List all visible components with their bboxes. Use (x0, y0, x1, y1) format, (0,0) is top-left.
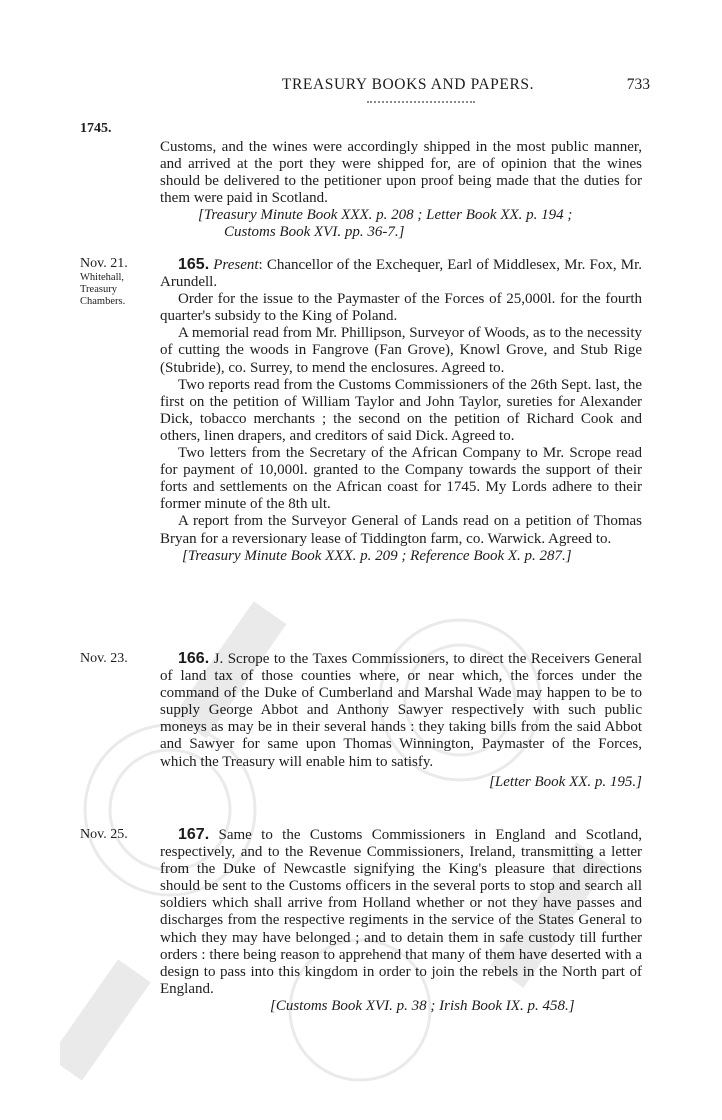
entry-167-date: Nov. 25. (80, 827, 128, 842)
entry-167-text-para (160, 826, 642, 998)
entry-165-para-1: Order for the issue to the Paymaster of the Forces of 25,000l. for the fourth quarter's subsidy to the King of Poland. (160, 291, 642, 325)
year-label: 1745. (80, 121, 112, 136)
entry-165-para-2: A memorial read from Mr. Phillipson, Surveyor of Woods, as to the necessity of cutting the woods in Fangrove (Fan Grove), Knowl Grove, and Stub Rige (Stubride), co. Surrey, to mend the enclosures. Agreed to. (160, 325, 642, 376)
entry-165 (160, 256, 642, 565)
entry-165-para-4: Two letters from the Secretary of the African Company to Mr. Scrope read for payment of 10,000l. granted to the Company towards the support of their forts and settlements on the African coast for 1745. My Lords adhere to their former minute of the 8th ult. (160, 445, 642, 513)
entry-167-number: 167. (178, 826, 210, 843)
entry-165-present (160, 256, 642, 291)
entry-165-date-block (80, 256, 150, 308)
entry-167-reference: [Customs Book XVI. p. 38 ; Irish Book IX. p. 458.] (270, 997, 575, 1014)
entry-167-text: Same to the Customs Commissioners in England and Scotland, respectively, and to the Revenue Commissioners, Ireland, transmitting a letter from the Duke of Newcastle signifying the King's pleasure that directions should be sent to the Customs officers in the several ports to stop and search all soldiers which shall arrive from Holland whether or not they have passes and discharges from the respective regiments in the service of the States General to which they may have belonged ; and to detain them in safe custody till further orders : there being reason to apprehend that many of them have deserted with a design to pass into this kingdom in order to join the rebels in the North part of England. (160, 827, 643, 997)
continuation-block (160, 139, 642, 242)
entry-166-reference: [Letter Book XX. p. 195.] (489, 773, 642, 790)
entry-165-para-5: A report from the Surveyor General of Lands read on a petition of Thomas Bryan for a reversionary lease of Tiddington farm, co. Warwick. Agreed to. (160, 513, 642, 547)
continuation-reference-2: Customs Book XVI. pp. 36-7.] (224, 224, 405, 241)
entry-166 (160, 650, 642, 791)
page-number: 733 (626, 76, 650, 93)
entry-166-text-para (160, 650, 642, 771)
entry-166-text: J. Scrope to the Taxes Commissioners, to direct the Receivers General of land tax of those counties where, or near which, the forces under the command of the Duke of Cumberland and Marshal Wade may happen to be to supply George Abbot and Anthony Sawyer respectively with such public moneys as may be in their several hands : they taking bills from the said Abbot and Sawyer for same upon Thomas Winnington, Paymaster of the Forces, which the Treasury will enable him to satisfy. (160, 651, 643, 770)
entry-165-date: Nov. 21. (80, 256, 128, 271)
entry-166-date: Nov. 23. (80, 651, 128, 666)
entry-165-para-3: Two reports read from the Customs Commissioners of the 26th Sept. last, the first on the petition of William Taylor and John Taylor, sureties for Alexander Dick, tobacco merchants ; the second on the petition of Richard Cook and others, linen drapers, and creditors of said Dick. Agreed to. (160, 376, 642, 444)
entry-165-place: Whitehall, Treasury Chambers. (80, 272, 126, 307)
entry-165-present-text: : Chancellor of the Exchequer, Earl of Middlesex, Mr. Fox, Mr. Arundell. (160, 257, 642, 291)
entry-165-reference: [Treasury Minute Book XXX. p. 209 ; Reference Book X. p. 287.] (182, 547, 572, 564)
continuation-reference-1: [Treasury Minute Book XXX. p. 208 ; Letter Book XX. p. 194 ; (198, 207, 573, 224)
entry-166-number: 166. (178, 650, 210, 667)
entry-167 (160, 826, 642, 1015)
header-ornament (367, 101, 475, 103)
running-title: TREASURY BOOKS AND PAPERS. (281, 76, 535, 93)
entry-165-present-label: Present (213, 257, 259, 273)
entry-165-number: 165. (178, 256, 210, 273)
continuation-text: Customs, and the wines were accordingly shipped in the most public manner, and arrived at the port they were shipped for, are of opinion that the wines should be delivered to the petitioner upon proof being made that the duties for them were paid in Scotland. (160, 139, 642, 207)
